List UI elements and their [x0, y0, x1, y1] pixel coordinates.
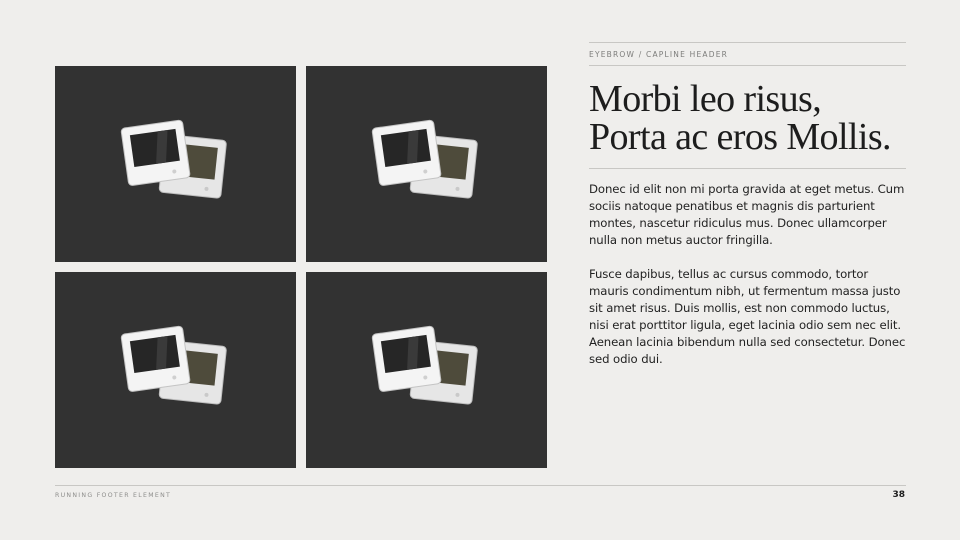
- photo-slides-icon: [119, 116, 231, 212]
- text-column: [589, 42, 906, 368]
- eyebrow-header[interactable]: EYEBROW / CAPLINE HEADER: [589, 50, 729, 59]
- image-placeholder-3[interactable]: [55, 272, 296, 468]
- photo-slides-icon: [370, 116, 482, 212]
- photo-slides-icon: [370, 322, 482, 418]
- body-paragraph-1[interactable]: Donec id elit non mi porta gravida at eget metus. Cum sociis natoque penatibus et magnis dis parturient montes, nascetur ridiculus mus. Donec ullamcorper nulla non metus auctor fringilla.: [589, 182, 905, 247]
- image-placeholder-grid: [55, 66, 547, 468]
- headline-line-2: Porta ac eros Mollis.: [589, 116, 891, 158]
- page-number: 38: [892, 490, 905, 500]
- photo-slides-icon: [119, 322, 231, 418]
- running-footer: RUNNING FOOTER ELEMENT: [55, 492, 172, 499]
- footer-rule: [55, 485, 906, 486]
- image-placeholder-2[interactable]: [306, 66, 547, 262]
- eyebrow-bottom-rule: [589, 65, 906, 66]
- headline-bottom-rule: [589, 168, 906, 169]
- image-placeholder-1[interactable]: [55, 66, 296, 262]
- eyebrow-top-rule: [589, 42, 906, 43]
- image-placeholder-4[interactable]: [306, 272, 547, 468]
- headline[interactable]: [589, 80, 906, 156]
- body-paragraph-2[interactable]: Fusce dapibus, tellus ac cursus commodo, tortor mauris condimentum nibh, ut fermentum massa justo sit amet risus. Duis mollis, est non commodo luctus, nisi erat porttitor ligula, eget lacinia odio sem nec elit. Aenean lacinia bibendum nulla sed consectetur. Donec sed odio dui.: [589, 267, 906, 366]
- headline-line-1: Morbi leo risus,: [589, 78, 822, 120]
